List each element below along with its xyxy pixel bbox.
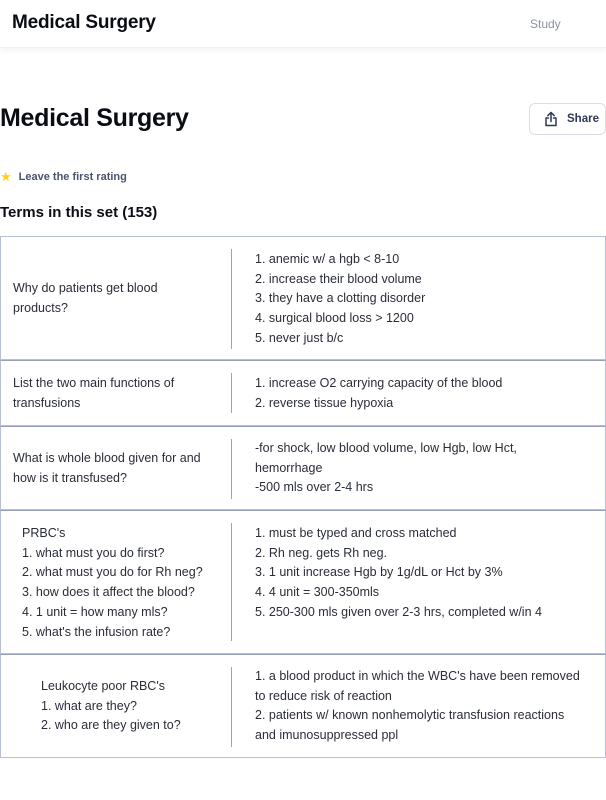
definition-line: 4. 4 unit = 300-350mls xyxy=(255,585,380,600)
term-line: List the two main functions of xyxy=(13,376,175,390)
term-card xyxy=(0,426,606,510)
definition-line: 4. surgical blood loss > 1200 xyxy=(255,311,414,326)
definition-line: 1. must be typed and cross matched xyxy=(255,526,457,540)
term-card xyxy=(0,510,606,654)
term-line: 1. what are they? xyxy=(41,698,137,713)
star-icon: ★ xyxy=(0,169,12,184)
card-term xyxy=(13,449,218,488)
term-line: 1. what must you do first? xyxy=(22,545,165,560)
brand-title[interactable]: Medical Surgery xyxy=(12,12,156,33)
term-card xyxy=(0,654,606,758)
definition-line: and imunosuppressed ppl xyxy=(255,728,399,743)
card-definition xyxy=(255,374,585,413)
rating-text: Leave the first rating xyxy=(18,170,127,183)
definition-line: 2. increase their blood volume xyxy=(255,271,422,286)
term-line: Leukocyte poor RBC's xyxy=(41,679,165,693)
term-line: 2. who are they given to? xyxy=(41,718,181,733)
card-term xyxy=(13,279,218,318)
card-definition xyxy=(255,439,585,498)
definition-line: -500 mls over 2-4 hrs xyxy=(255,480,374,495)
definition-line: to reduce risk of reaction xyxy=(255,688,392,703)
terms-heading: Terms in this set (153) xyxy=(0,204,158,221)
definition-line: 2. reverse tissue hypoxia xyxy=(255,395,394,410)
definition-line: 3. they have a clotting disorder xyxy=(255,291,426,306)
definition-line: 5. 250-300 mls given over 2-3 hrs, completed w/in 4 xyxy=(255,604,542,619)
card-divider xyxy=(231,523,232,641)
term-line: Why do patients get blood xyxy=(13,281,158,295)
term-line: transfusions xyxy=(13,395,81,410)
term-line: products? xyxy=(13,300,68,315)
definition-line: hemorrhage xyxy=(255,460,323,475)
study-link[interactable]: Study xyxy=(530,17,561,31)
definition-line: 1. anemic w/ a hgb < 8-10 xyxy=(255,252,400,266)
share-icon xyxy=(543,111,559,127)
term-line: 5. what's the infusion rate? xyxy=(22,624,171,639)
term-line: What is whole blood given for and xyxy=(13,451,201,465)
definition-line: 3. 1 unit increase Hgb by 1g/dL or Hct by 3% xyxy=(255,565,503,580)
card-divider xyxy=(231,439,232,499)
definition-line: 5. never just b/c xyxy=(255,330,344,345)
term-card xyxy=(0,236,606,360)
definition-line: 2. Rh neg. gets Rh neg. xyxy=(255,545,388,560)
definition-line: 1. a blood product in which the WBC's have been removed xyxy=(255,669,580,683)
card-definition xyxy=(255,250,585,349)
card-divider xyxy=(231,373,232,413)
card-definition xyxy=(255,524,585,623)
term-line: 2. what must you do for Rh neg? xyxy=(22,565,203,580)
share-button[interactable] xyxy=(529,103,606,135)
term-card xyxy=(0,360,606,426)
card-divider xyxy=(231,667,232,747)
card-term xyxy=(13,374,218,413)
card-term xyxy=(41,677,246,736)
page-title: Medical Surgery xyxy=(0,104,189,132)
rating-prompt[interactable] xyxy=(0,170,127,183)
term-card-list xyxy=(0,236,606,758)
card-definition xyxy=(255,667,585,746)
definition-line: 2. patients w/ known nonhemolytic transfusion reactions xyxy=(255,708,565,723)
definition-line: 1. increase O2 carrying capacity of the blood xyxy=(255,376,503,390)
top-bar xyxy=(0,0,606,48)
share-label: Share xyxy=(567,113,599,125)
term-line: 4. 1 unit = how many mls? xyxy=(22,604,168,619)
term-line: 3. how does it affect the blood? xyxy=(22,585,195,600)
card-term xyxy=(22,524,227,642)
definition-line: -for shock, low blood volume, low Hgb, low Hct, xyxy=(255,441,517,455)
card-divider xyxy=(231,249,232,349)
term-line: how is it transfused? xyxy=(13,470,127,485)
term-line: PRBC's xyxy=(22,526,66,540)
